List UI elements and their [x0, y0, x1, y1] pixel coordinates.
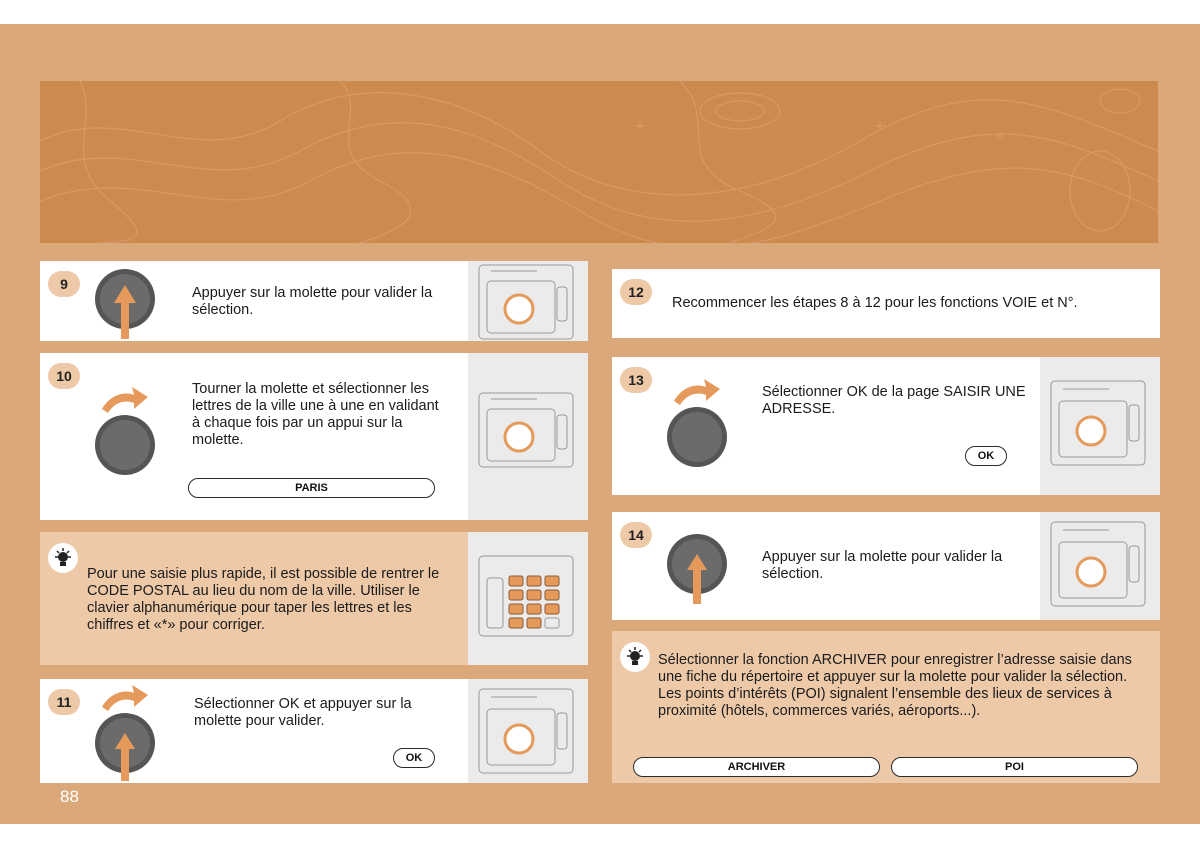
control-panel-image	[468, 261, 588, 341]
control-panel-image	[1040, 512, 1160, 620]
ok-button[interactable]: OK	[965, 446, 1007, 466]
step-number: 9	[48, 271, 80, 297]
tip-postal-code-text: Pour une saisie plus rapide, il est possible de rentrer le CODE POSTAL au lieu du nom de la ville. Utiliser le clavier alphanumérique pour taper les lettres et les chiffres et «*» pour corriger.	[87, 566, 440, 633]
knob-press-icon	[90, 265, 160, 345]
knob-press-icon	[662, 530, 732, 630]
step-9-text: Appuyer sur la molette pour valider la sélection.	[192, 285, 433, 318]
step-11-text: Sélectionner OK et appuyer sur la molette pour valider.	[194, 696, 412, 729]
lightbulb-icon	[48, 543, 78, 573]
knob-rotate-icon	[90, 383, 160, 483]
page-number: 88	[60, 787, 79, 806]
step-10-card	[40, 353, 588, 520]
step-10-text: Tourner la molette et sélectionner les lettres de la ville une à une en validant à chaque fois par un appui sur la molette.	[192, 381, 439, 448]
ok-button[interactable]: OK	[393, 748, 435, 768]
step-12-text: Recommencer les étapes 8 à 12 pour les fonctions VOIE et N°.	[672, 295, 1078, 311]
step-14-text: Appuyer sur la molette pour valider la sélection.	[762, 549, 1003, 582]
archive-button[interactable]: ARCHIVER	[633, 757, 880, 777]
step-number: 14	[620, 522, 652, 548]
tip-archive-card	[612, 631, 1160, 783]
tip-postal-code-card	[40, 532, 588, 665]
step-number: 12	[620, 279, 652, 305]
step-number: 13	[620, 367, 652, 393]
topographic-banner	[40, 81, 1158, 243]
control-panel-image	[468, 679, 588, 783]
tip-archive-text: Sélectionner la fonction ARCHIVER pour enregistrer l’adresse saisie dans une fiche du répertoire et appuyer sur la molette pour valider la sélection. Les points d’intérêts (POI) signalent l’ensemble des lieux de services à proximité (hôtels, commerces variés, aéroports...).	[658, 652, 1132, 719]
step-9-card	[40, 261, 588, 341]
control-panel-image	[1040, 357, 1160, 495]
knob-rotate-press-icon	[90, 681, 160, 785]
step-14-card	[612, 512, 1160, 620]
lightbulb-icon	[620, 642, 650, 672]
step-12-card	[612, 269, 1160, 338]
city-field[interactable]: PARIS	[188, 478, 435, 498]
knob-rotate-icon	[662, 375, 732, 475]
step-13-text: Sélectionner OK de la page SAISIR UNE ADRESSE.	[762, 384, 1026, 417]
control-panel-image	[468, 353, 588, 520]
step-11-card	[40, 679, 588, 783]
poi-button[interactable]: POI	[891, 757, 1138, 777]
keypad-image	[468, 532, 588, 665]
step-13-card	[612, 357, 1160, 495]
step-number: 11	[48, 689, 80, 715]
step-number: 10	[48, 363, 80, 389]
